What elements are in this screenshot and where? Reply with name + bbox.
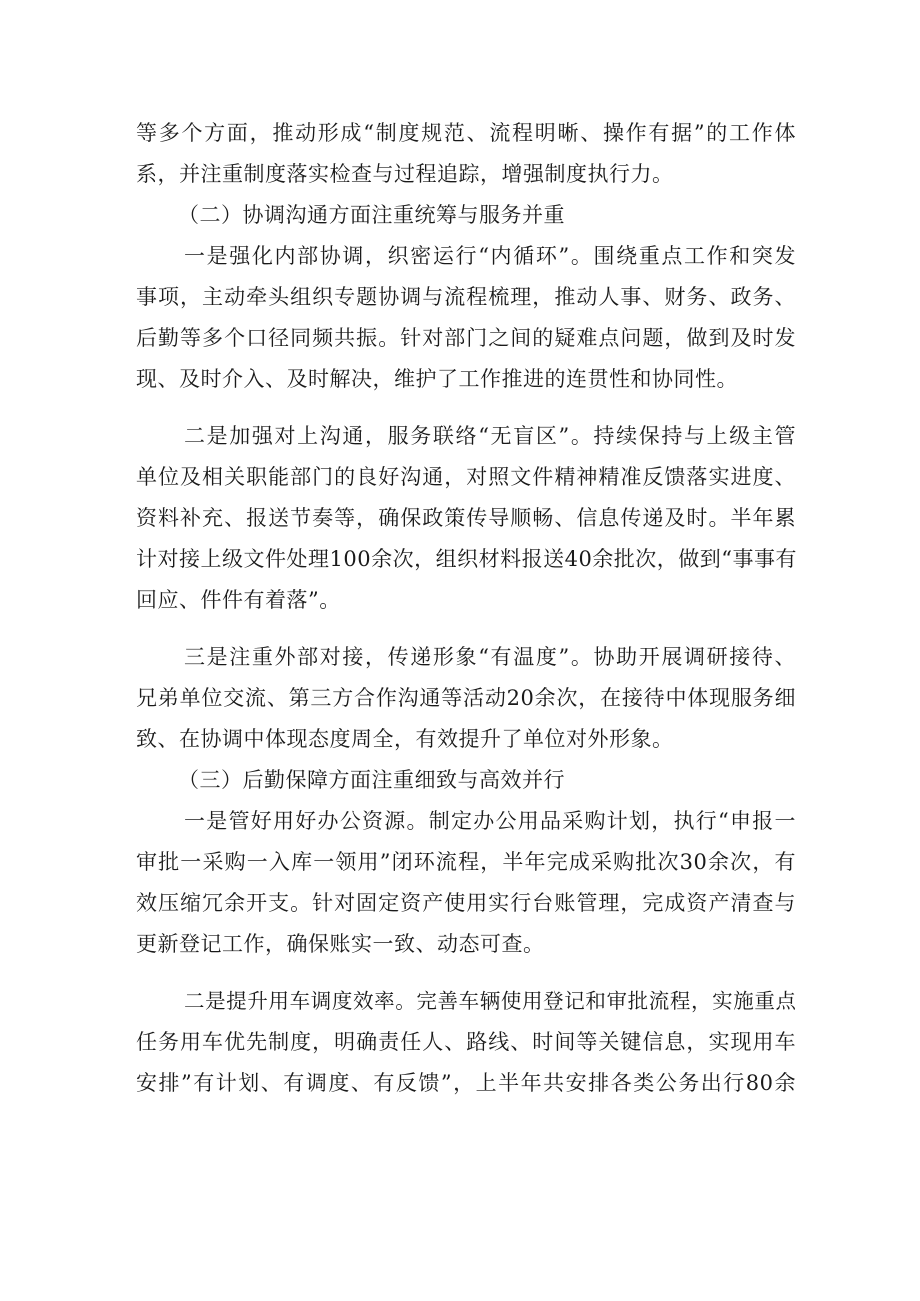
text-line: 任务用车优先制度，明确责任人、路线、时间等关键信息，实现用车 bbox=[136, 1030, 796, 1054]
section-heading-2: （二）协调沟通方面注重统筹与服务并重 bbox=[178, 203, 565, 227]
text-line: 兄弟单位交流、第三方合作沟通等活动20余次，在接待中体现服务细 bbox=[136, 686, 796, 710]
text-line: 更新登记工作，确保账实一致、动态可查。 bbox=[136, 932, 545, 956]
section-heading-3: （三）后勤保障方面注重细致与高效并行 bbox=[178, 768, 565, 792]
paragraph-internal-coordination bbox=[136, 236, 796, 400]
text-line: 系，并注重制度落实检查与过程追踪，增强制度执行力。 bbox=[136, 162, 674, 186]
text-line: 致、在协调中体现态度周全，有效提升了单位对外形象。 bbox=[136, 727, 674, 751]
text-line: 审批一采购一入库一领用”闭环流程，半年完成采购批次30余次，有 bbox=[136, 850, 796, 874]
text-line: 二是提升用车调度效率。完善车辆使用登记和审批流程，实施重点 bbox=[184, 989, 796, 1013]
text-line: 安排”有计划、有调度、有反馈”，上半年共安排各类公务出行80余 bbox=[136, 1071, 796, 1095]
text-line: 等多个方面，推动形成“制度规范、流程明晰、操作有据”的工作体 bbox=[136, 121, 796, 145]
text-line: 单位及相关职能部门的良好沟通，对照文件精神精准反馈落实进度、 bbox=[136, 465, 796, 489]
paragraph-office-resources bbox=[136, 801, 796, 965]
text-line: 一是管好用好办公资源。制定办公用品采购计划，执行“申报一 bbox=[184, 809, 796, 833]
document-body bbox=[136, 113, 796, 1104]
text-line: 回应、件件有着落”。 bbox=[136, 588, 341, 612]
paragraph-vehicle-dispatch bbox=[136, 981, 796, 1104]
text-line: 效压缩冗余开支。针对固定资产使用实行台账管理，完成资产清查与 bbox=[136, 891, 796, 915]
paragraph-intro bbox=[136, 113, 796, 195]
text-line: 后勤等多个口径同频共振。针对部门之间的疑难点问题，做到及时发 bbox=[136, 326, 796, 350]
text-line: 三是注重外部对接，传递形象“有温度”。协助开展调研接待、 bbox=[184, 645, 796, 669]
text-line: 二是加强对上沟通，服务联络“无盲区”。持续保持与上级主管 bbox=[184, 424, 796, 448]
text-line: 资料补充、报送节奏等，确保政策传导顺畅、信息传递及时。半年累 bbox=[136, 506, 796, 530]
paragraph-upward-communication bbox=[136, 416, 796, 621]
text-line: 计对接上级文件处理100余次，组织材料报送40余批次，做到“事事有 bbox=[136, 547, 798, 571]
text-line: 事项，主动牵头组织专题协调与流程梳理，推动人事、财务、政务、 bbox=[136, 285, 796, 309]
text-line: 现、及时介入、及时解决，维护了工作推进的连贯性和协同性。 bbox=[136, 367, 738, 391]
text-line: 一是强化内部协调，织密运行“内循环”。围绕重点工作和突发 bbox=[184, 244, 796, 268]
paragraph-external-liaison bbox=[136, 637, 796, 760]
